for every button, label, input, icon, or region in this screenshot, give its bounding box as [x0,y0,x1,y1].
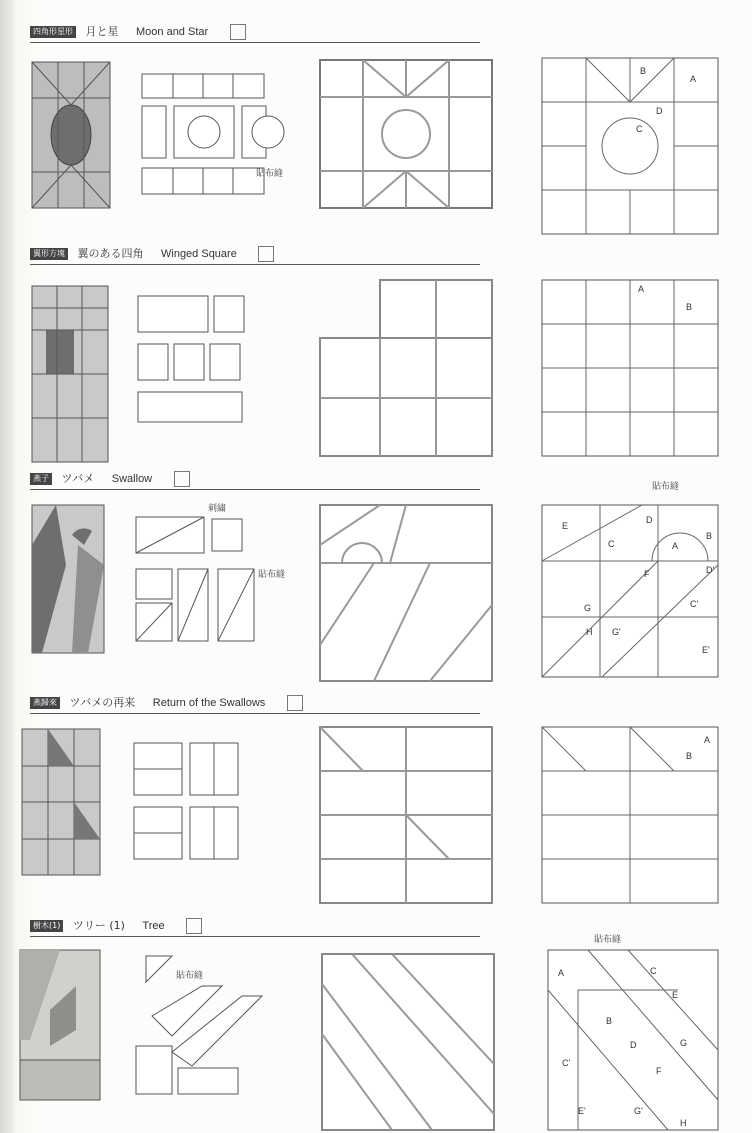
winged-square-colored-block [32,286,108,462]
piece-label: A [558,968,565,978]
section-tag: 翼形方塊 [30,248,68,260]
section-title-jp: ツバメ [61,472,95,485]
embroidery-note: 刺繍 [208,504,227,514]
piece-label: D [656,106,663,116]
piece-label: C' [562,1058,571,1068]
piece-label: B [706,531,713,541]
section-title-jp: 月と星 [85,25,119,38]
tree-icon [186,918,202,934]
section-tag: 燕子 [30,473,52,485]
return-swallows-sewn-block [320,727,492,903]
piece-label: D [646,515,653,525]
winged-square-icon [258,246,274,262]
moon-star-sewn-block [320,60,492,208]
swallow-piece-diagram [134,511,284,651]
piece-label: H [680,1118,687,1128]
piece-label: E' [578,1106,586,1116]
section-tree [0,910,752,1133]
section-title-jp: 翼のある四角 [77,247,144,260]
header-rule [30,713,480,714]
section-tag: 四角形星形 [30,26,76,38]
swallow-pattern-block [542,505,718,677]
piece-label: G' [634,1106,643,1116]
section-title-en: Swallow [111,473,153,485]
section-tag: 樹木(1) [30,920,63,932]
applique-note: 貼布縫 [652,482,680,492]
piece-label: C [608,539,615,549]
section-moon-and-star [0,0,752,240]
swallow-icon [174,471,190,487]
tree-piece-diagram [132,956,282,1096]
piece-label: A [704,735,711,745]
piece-label: D [630,1040,637,1050]
header-rule [30,936,480,937]
section-title-en: Return of the Swallows [152,697,266,709]
tree-colored-block [20,950,100,1100]
piece-label: E [562,521,569,531]
piece-label: G [680,1038,688,1048]
section-return-of-the-swallows [0,685,752,910]
piece-label: B [686,751,693,761]
piece-label: G' [612,627,621,637]
section-title-en: Moon and Star [136,26,209,38]
applique-note: 貼布縫 [176,971,204,981]
return-swallows-colored-block [22,729,100,875]
piece-label: F [644,569,650,579]
moon-star-pattern-block [542,58,718,234]
header-rule [30,489,480,490]
piece-label: D' [706,565,715,575]
section-header [30,916,202,936]
piece-label: H [586,627,593,637]
piece-label: A [672,541,679,551]
piece-label: G [584,603,592,613]
piece-label: A [638,284,645,294]
piece-label: B [686,302,693,312]
section-header [30,469,190,489]
section-title-jp: ツバメの再来 [69,696,136,709]
section-header [30,693,303,713]
tree-sewn-block [322,954,494,1130]
section-header [30,22,246,42]
piece-label: B [606,1016,613,1026]
piece-label: A [690,74,697,84]
section-header [30,244,274,264]
header-rule [30,264,480,265]
applique-note: 貼布縫 [594,935,622,945]
winged-square-sewn-block [320,280,492,456]
section-title-en: Winged Square [161,248,237,260]
swallow-return-icon [287,695,303,711]
applique-note: 貼布縫 [258,570,286,580]
swallow-sewn-block [320,505,492,681]
piece-label: E [672,990,679,1000]
piece-label: B [640,66,647,76]
section-winged-square [0,240,752,465]
moon-star-icon [230,24,246,40]
applique-note: 貼布縫 [256,169,284,179]
return-swallows-piece-diagram [132,741,244,863]
piece-label: C [636,124,643,134]
piece-label: E' [702,645,710,655]
swallow-colored-block [32,505,104,653]
piece-label: C [650,966,657,976]
moon-star-colored-block [32,62,110,208]
section-title-jp: ツリー (1) [72,919,125,932]
winged-square-piece-diagram [136,294,248,424]
piece-label: C' [690,599,699,609]
header-rule [30,42,480,43]
section-swallow [0,465,752,685]
section-tag: 燕歸來 [30,697,60,709]
piece-label: F [656,1066,662,1076]
section-title-en: Tree [142,920,165,932]
moon-star-piece-diagram [140,72,290,200]
